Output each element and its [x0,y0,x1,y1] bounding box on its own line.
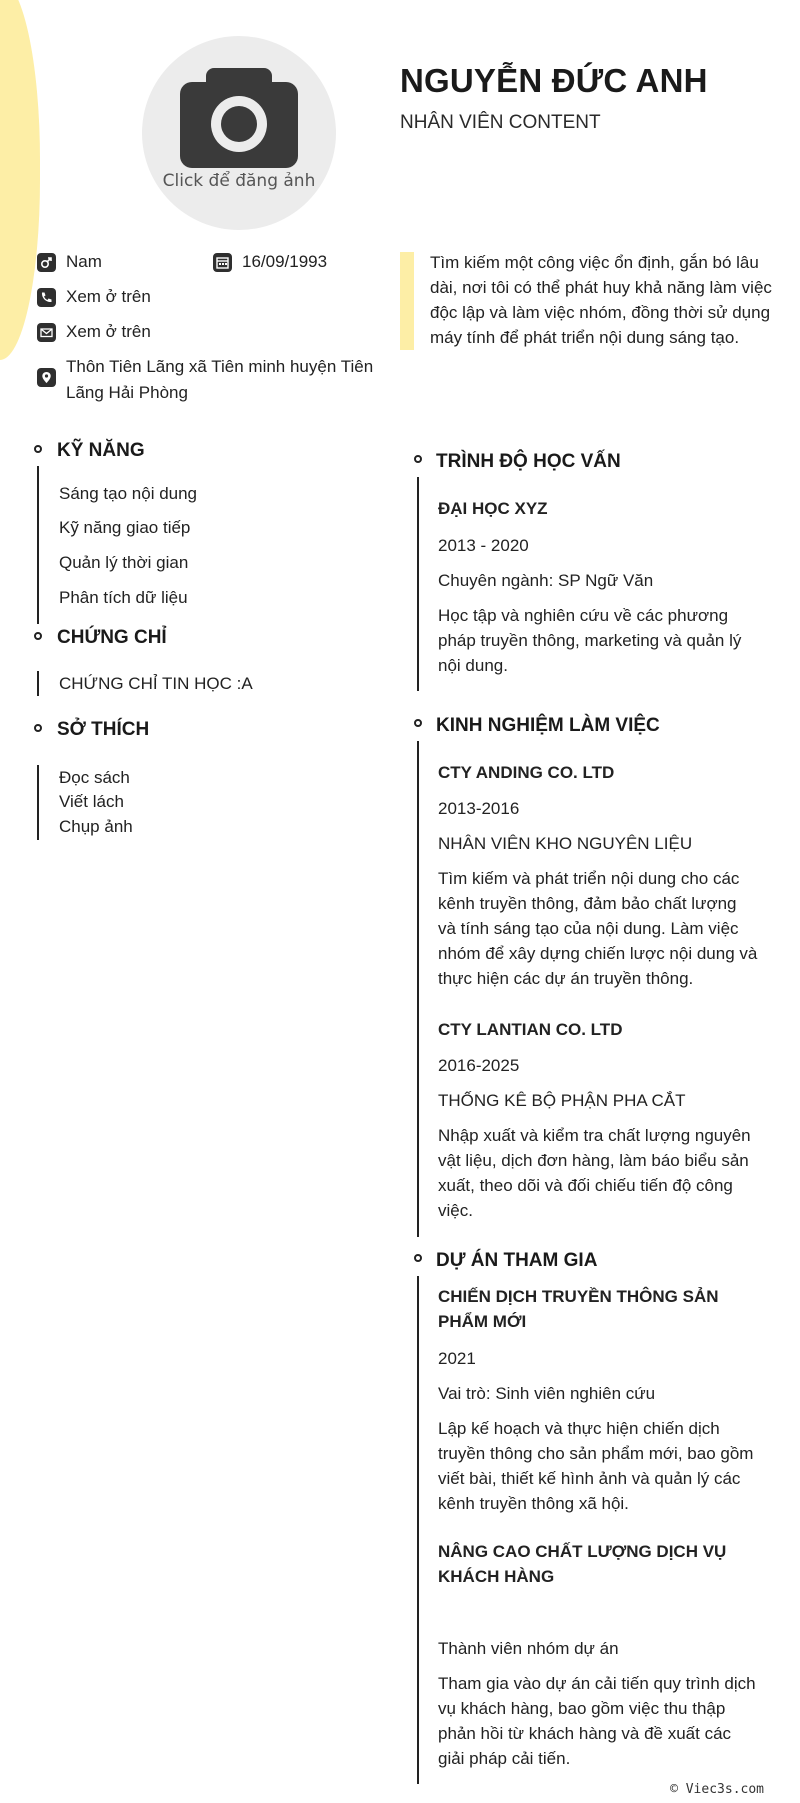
camera-icon [180,64,298,168]
job-period: 2013-2016 [438,799,520,818]
hobby-item: Viết lách [59,792,124,811]
decorative-arc [0,0,40,360]
email-icon [37,323,56,342]
birthday-value: 16/09/1993 [242,252,328,271]
timeline-line [37,466,39,624]
career-objective: Tìm kiếm một công việc ổn định, gắn bó lâu dài, nơi tôi có thể phát huy khả năng làm việc độc lập và làm việc nhóm, đồng thời sử dụng máy tính để phát triển nội dung sáng tạo. [430,253,772,347]
section-dot [34,445,42,453]
section-dot [34,724,42,732]
skill-item: Phân tích dữ liệu [59,588,188,607]
job-company: CTY LANTIAN CO. LTD [438,1020,623,1039]
gender-icon [37,253,56,272]
phone-value: Xem ở trên [66,287,151,306]
full-name: NGUYỄN ĐỨC ANH [400,62,708,99]
project-description: Tham gia vào dự án cải tiến quy trình dịch vụ khách hàng, bao gồm việc thu thập phản hồi từ khách hàng và đề xuất các giải pháp cải tiến. [438,1674,756,1768]
phone-icon [37,288,56,307]
timeline-line [37,765,39,840]
job-company: CTY ANDING CO. LTD [438,763,615,782]
job-title: NHÂN VIÊN CONTENT [400,112,601,133]
job-period: 2016-2025 [438,1056,520,1075]
address-value: Thôn Tiên Lãng xã Tiên minh huyện Tiên Lãng Hải Phòng [66,357,374,402]
project-description: Lập kế hoạch và thực hiện chiến dịch truyền thông cho sản phẩm mới, bao gồm viết bài, thiết kế hình ảnh và quản lý các kênh truyền thông xã hội. [438,1419,754,1513]
education-description: Học tập và nghiên cứu về các phương pháp truyền thông, marketing và quản lý nội dung. [438,606,742,675]
skills-title: KỸ NĂNG [57,440,145,461]
timeline-line [417,477,419,691]
education-school: ĐẠI HỌC XYZ [438,499,548,518]
project-role: Thành viên nhóm dự án [438,1639,619,1658]
certificate-item: CHỨNG CHỈ TIN HỌC :A [59,674,253,693]
address-row [37,354,382,406]
project-name: NÂNG CAO CHẤT LƯỢNG DỊCH VỤ KHÁCH HÀNG [438,1542,727,1586]
copyright-footer: © Viec3s.com [670,1782,764,1797]
job-position: THỐNG KÊ BỘ PHẬN PHA CẮT [438,1091,686,1110]
email-row [37,319,151,345]
job-position: NHÂN VIÊN KHO NGUYÊN LIỆU [438,834,693,853]
gender-row [37,249,102,275]
project-name: CHIẾN DỊCH TRUYỀN THÔNG SẢN PHẨM MỚI [438,1287,719,1331]
job-description: Tìm kiếm và phát triển nội dung cho các kênh truyền thông, đảm bảo chất lượng và tính sáng tạo của nội dung. Làm việc nhóm để xây dựng chiến lược nội dung và thực hiện các dự án truyền thông. [438,869,758,988]
timeline-line [417,741,419,1237]
certificates-title: CHỨNG CHỈ [57,627,167,648]
projects-title: DỰ ÁN THAM GIA [436,1250,598,1271]
education-major: Chuyên ngành: SP Ngữ Văn [438,571,654,590]
project-year: 2021 [438,1349,476,1368]
job-description: Nhập xuất và kiểm tra chất lượng nguyên vật liệu, dịch đơn hàng, làm báo biểu sản xuất, theo dõi và đối chiếu tiến độ công việc. [438,1126,751,1220]
timeline-line [417,1276,419,1784]
timeline-line [37,671,39,696]
section-dot [414,719,422,727]
location-icon [37,368,56,387]
birthday-row [213,249,327,275]
skill-item: Kỹ năng giao tiếp [59,518,191,537]
hobbies-title: SỞ THÍCH [57,719,150,740]
education-period: 2013 - 2020 [438,536,529,555]
objective-accent-bar [400,252,414,350]
experience-title: KINH NGHIỆM LÀM VIỆC [436,715,660,736]
phone-row [37,284,151,310]
education-title: TRÌNH ĐỘ HỌC VẤN [436,451,621,472]
skill-item: Sáng tạo nội dung [59,484,198,503]
photo-caption: Click để đăng ảnh [162,171,316,191]
section-dot [34,632,42,640]
section-dot [414,1254,422,1262]
photo-upload[interactable] [142,36,336,230]
skill-item: Quản lý thời gian [59,553,189,572]
calendar-icon [213,253,232,272]
section-dot [414,455,422,463]
hobby-item: Chụp ảnh [59,817,133,836]
project-role: Vai trò: Sinh viên nghiên cứu [438,1384,656,1403]
email-value: Xem ở trên [66,322,151,341]
hobby-item: Đọc sách [59,768,130,787]
gender-value: Nam [66,252,102,271]
